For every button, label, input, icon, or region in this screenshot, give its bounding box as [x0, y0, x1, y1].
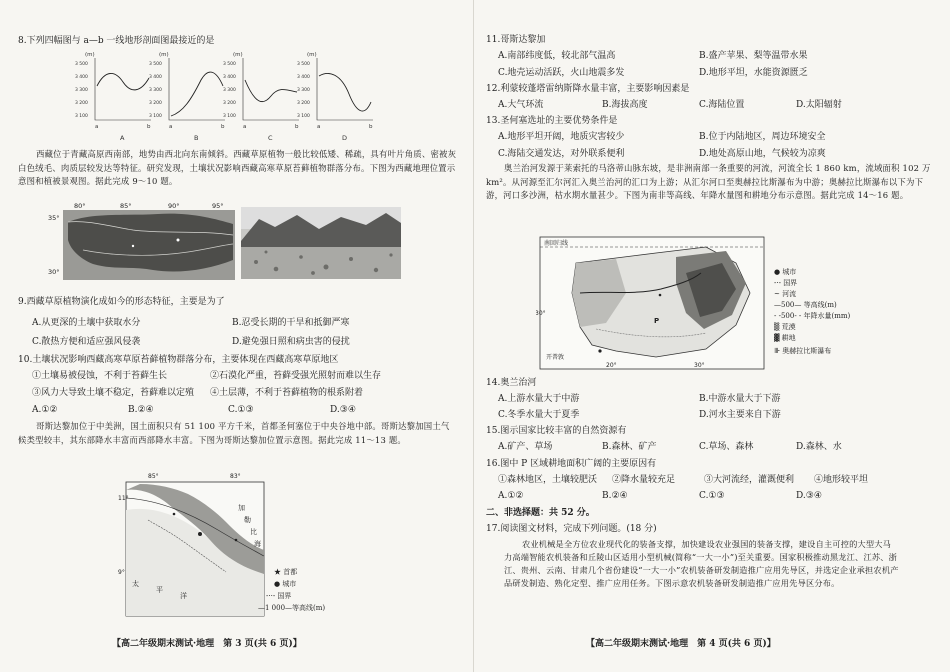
q12-option-b: B.海拔高度	[602, 100, 648, 110]
profile-end-a: a	[169, 124, 173, 130]
lon-30-label: 30°	[694, 362, 705, 369]
q16-item-1: ①森林地区，土壤较肥沃	[498, 475, 598, 485]
profile-end-b: b	[147, 124, 151, 130]
q9-option-a: A.从更深的土壤中获取水分	[32, 318, 141, 328]
q10-option-c: C.①③	[228, 405, 254, 415]
profile-unit: (m)	[233, 52, 243, 58]
q13-option-b: B.位于内陆地区，周边环境安全	[699, 132, 826, 142]
q10-option-a: A.①②	[32, 405, 58, 415]
q16-item-4: ④地形较平坦	[814, 475, 869, 485]
lon-85: 85°	[120, 202, 132, 210]
profile-ytick: 3 400	[223, 75, 236, 80]
legend-city: ● 城市	[274, 580, 297, 588]
legend-contour: —1 000—等高线(m)	[258, 604, 326, 612]
profile-ytick: 3 200	[149, 101, 162, 106]
legend-contour-r: —500— 等高线(m)	[774, 301, 837, 309]
q14-option-d: D.河水主要来自下游	[699, 410, 781, 420]
profile-curve	[319, 73, 371, 111]
q14-stem: 14.奥兰治河	[486, 378, 537, 388]
profile-axis	[243, 58, 299, 120]
profile-curve	[97, 73, 149, 89]
profile-end-b: b	[369, 124, 373, 130]
sea-char-7: 洋	[180, 592, 187, 600]
sea-char-5: 太	[132, 580, 139, 588]
intro-11-13: 哥斯达黎加位于中美洲，国土面积只有 51 100 平方千米，首都圣何塞位于中央谷地中部。哥斯达黎加国土气候类型较丰，其东部降水丰富而西部降水丰富。下图为哥斯达黎加位置示意图。据此完成 11～13 题。	[18, 421, 450, 445]
q16-option-c: C.①③	[699, 491, 725, 501]
q10-stem: 10.土壤状况影响西藏高寒草原苔藓植物群落分布，主要体现在西藏高寒草原地区	[18, 355, 339, 365]
legend-rain: - -500- - 年降水量(mm)	[774, 312, 851, 320]
q11-option-b: B.盛产苹果、梨等温带水果	[699, 51, 808, 61]
q12-option-c: C.海陆位置	[699, 100, 745, 110]
profile-chart-D	[297, 52, 373, 142]
q10-item-4: ④土层薄，不利于苔藓植物的根系附着	[210, 388, 364, 398]
q11-stem: 11.哥斯达黎加	[486, 35, 546, 45]
profile-ytick: 3 200	[75, 101, 88, 106]
lon-90: 90°	[168, 202, 180, 210]
lat-35: 35°	[48, 214, 60, 222]
q14-option-b: B.中游水量大于下游	[699, 394, 781, 404]
profile-option-label: C	[268, 134, 273, 142]
profile-end-a: a	[243, 124, 247, 130]
profile-chart-C	[223, 52, 299, 142]
q17-stem: 17.阅读图文材料，完成下列问题。(18 分)	[486, 524, 657, 534]
q12-stem: 12.利蒙较蓬塔雷纳斯降水量丰富，主要影响因素是	[486, 84, 690, 94]
legend-border: -··- 国界	[266, 592, 292, 600]
legend-farmland: ▓ 耕地	[774, 334, 796, 342]
q15-option-b: B.森林、矿产	[602, 442, 657, 452]
legend-falls: ⊪ 奥赫拉比斯瀑布	[774, 347, 832, 355]
q16-stem: 16.图中 P 区域耕地面积广阔的主要原因有	[486, 459, 657, 469]
q9-option-c: C.散热方便和适应强风侵袭	[32, 337, 141, 347]
profile-axis	[169, 58, 225, 120]
q13-option-a: A.地形平坦开阔，地质灾害较少	[498, 132, 625, 142]
lat-11-label: 11°	[118, 495, 129, 502]
page-3	[0, 0, 473, 672]
profile-unit: (m)	[85, 52, 95, 58]
profile-axis	[95, 58, 151, 120]
q9-option-d: D.避免强日照和病虫害的侵扰	[232, 337, 350, 347]
q11-option-c: C.地壳运动活跃，火山地震多发	[498, 68, 625, 78]
profile-ytick: 3 300	[75, 88, 88, 93]
profile-chart-B	[149, 52, 225, 142]
q12-option-a: A.大气环流	[498, 100, 544, 110]
lon-83-label: 83°	[230, 473, 241, 480]
profile-option-label: B	[194, 134, 199, 142]
q16-item-3: ③大河流经，灌溉便利	[704, 475, 795, 485]
profile-ytick: 3 200	[297, 101, 310, 106]
q11-option-d: D.地形平坦，水能资源匮乏	[699, 68, 808, 78]
sea-char-2: 勒	[244, 516, 251, 524]
q16-item-2: ②降水量较充足	[612, 475, 676, 485]
profile-ytick: 3 300	[223, 88, 236, 93]
profile-end-a: a	[317, 124, 321, 130]
page-4-footer: 【高二年级期末测试·地理 第 4 页(共 6 页)】	[586, 639, 776, 649]
profile-ytick: 3 100	[223, 114, 236, 119]
profile-ytick: 3 500	[223, 62, 236, 67]
q15-stem: 15.图示国家比较丰富的自然资源有	[486, 426, 627, 436]
profile-ytick: 3 300	[297, 88, 310, 93]
profile-ytick: 3 500	[297, 62, 310, 67]
page-4	[473, 0, 950, 672]
q17-material: 农业机械是全方位农业现代化的装备支撑，加快建设农业强国的装备支撑，建设自主可控的大型大马力高端智能农机装备和丘陵山区适用小型机械(简称“一大一小”)至关重要。国家积极推动黑龙江、江苏、浙江、贵州、云南、甘肃几个省份建设“一大一小”农机装备研发制造推广应用先导区，并选定企业承担农机产品研发制造、熟化定型、推广应用任务。下图示意农机装备研发制造推广应用先导区分布。	[504, 539, 899, 588]
q15-option-c: C.草场、森林	[699, 442, 754, 452]
q13-stem: 13.圣何塞选址的主要优势条件是	[486, 116, 618, 126]
lat-9-label: 9°	[118, 569, 125, 576]
profile-option-label: D	[342, 134, 348, 142]
legend-desert: ▒ 荒漠	[774, 323, 796, 331]
profile-ytick: 3 400	[75, 75, 88, 80]
profile-ytick: 3 400	[149, 75, 162, 80]
q10-option-b: B.②④	[128, 405, 154, 415]
q14-option-c: C.冬季水量大于夏季	[498, 410, 580, 420]
legend-city-r: ● 城市	[774, 268, 797, 276]
legend-border-r: -·- 国界	[774, 279, 798, 287]
cape-town-label: 开普敦	[546, 354, 565, 361]
profile-ytick: 3 100	[297, 114, 310, 119]
profile-chart-A	[75, 52, 151, 142]
q13-option-d: D.地处高原山地，气候较为凉爽	[699, 149, 826, 159]
q14-option-a: A.上游水量大于中游	[498, 394, 580, 404]
q16-option-a: A.①②	[498, 491, 524, 501]
q15-option-d: D.森林、水	[796, 442, 842, 452]
q10-item-2: ②石漠化严重，苔藓受强光照射而难以生存	[210, 371, 382, 381]
sea-char-4: 海	[254, 540, 261, 548]
lon-85-label: 85°	[148, 473, 159, 480]
q9-option-b: B.忍受长期的干旱和抵御严寒	[232, 318, 350, 328]
profile-unit: (m)	[307, 52, 317, 58]
q8-profile-charts	[75, 50, 375, 145]
profile-ytick: 3 300	[149, 88, 162, 93]
page-3-footer: 【高二年级期末测试·地理 第 3 页(共 6 页)】	[112, 639, 302, 649]
costa-rica-map	[118, 470, 268, 618]
section-2-title: 二、非选择题：共 52 分。	[486, 508, 595, 518]
profile-end-a: a	[95, 124, 99, 130]
tibet-grassland-photo	[241, 207, 401, 279]
q12-option-d: D.太阳辐射	[796, 100, 842, 110]
q13-option-c: C.海陆交通发达，对外联系便利	[498, 149, 625, 159]
profile-unit: (m)	[159, 52, 169, 58]
profile-ytick: 3 100	[75, 114, 88, 119]
profile-curve	[245, 80, 297, 102]
profile-end-b: b	[295, 124, 299, 130]
q15-option-a: A.矿产、草场	[498, 442, 553, 452]
q9-stem: 9.西藏草原植物演化成如今的形态特征，主要是为了	[18, 297, 225, 307]
tibet-location-map	[38, 200, 238, 282]
q8-stem: 8.下列四幅图与 a—b 一线地形剖面图最接近的是	[18, 36, 215, 46]
q10-item-3: ③风力大导致土壤不稳定，苔藓难以定殖	[32, 388, 195, 398]
profile-curve	[171, 72, 223, 116]
intro-9-10: 西藏位于青藏高原西南部，地势由西北向东南倾斜。西藏草原植物一般比较低矮、稀疏，具有叶片角质、密被灰白色绒毛、肉质层较发达等特征。研究发现，土壤状况影响西藏高寒草原苔藓植物群落分布。下图为西藏地理位置示意图和植被景观图。据此完成 9～10 题。	[18, 149, 457, 186]
legend-river: ~ 河流	[774, 290, 797, 298]
sea-char-6: 平	[156, 586, 163, 594]
lat-30-label-r: 30°	[536, 310, 546, 317]
profile-option-label: A	[120, 134, 125, 142]
profile-ytick: 3 500	[149, 62, 162, 67]
profile-ytick: 3 100	[149, 114, 162, 119]
tropic-label: 南回归线	[544, 240, 569, 247]
profile-ytick: 3 500	[75, 62, 88, 67]
lat-30: 30°	[48, 268, 60, 276]
lon-80: 80°	[74, 202, 86, 210]
q16-option-b: B.②④	[602, 491, 628, 501]
sea-char-3: 比	[250, 528, 257, 536]
profile-ytick: 3 200	[223, 101, 236, 106]
south-africa-map	[536, 233, 768, 373]
lon-20-label: 20°	[606, 362, 617, 369]
svg-text:P: P	[654, 317, 660, 325]
profile-ytick: 3 400	[297, 75, 310, 80]
q11-option-a: A.南部纬度低，较北部气温高	[498, 51, 616, 61]
q10-option-d: D.③④	[330, 405, 356, 415]
intro-14-16: 奥兰治河发源于莱索托的马洛蒂山脉东坡，是非洲南部一条重要的河流，河流全长 1 860 km，流域面积 102 万 km²。从河源至汇尔河汇入奥兰治河的汇口为上游；从汇尔河口至奥赫拉比斯瀑布为中游；奥赫拉比斯瀑布以下为下游，河口多沙洲，枯水期水量甚少。下图为南非等高线、年降水量图和耕地分布示意图。据此完成 14～16 题。	[486, 163, 931, 200]
profile-end-b: b	[221, 124, 225, 130]
q16-option-d: D.③④	[796, 491, 822, 501]
legend-capital: ★ 首都	[274, 568, 298, 576]
lon-95: 95°	[212, 202, 224, 210]
q10-item-1: ①土壤易被侵蚀，不利于苔藓生长	[32, 371, 168, 381]
sea-char-1: 加	[238, 504, 245, 512]
